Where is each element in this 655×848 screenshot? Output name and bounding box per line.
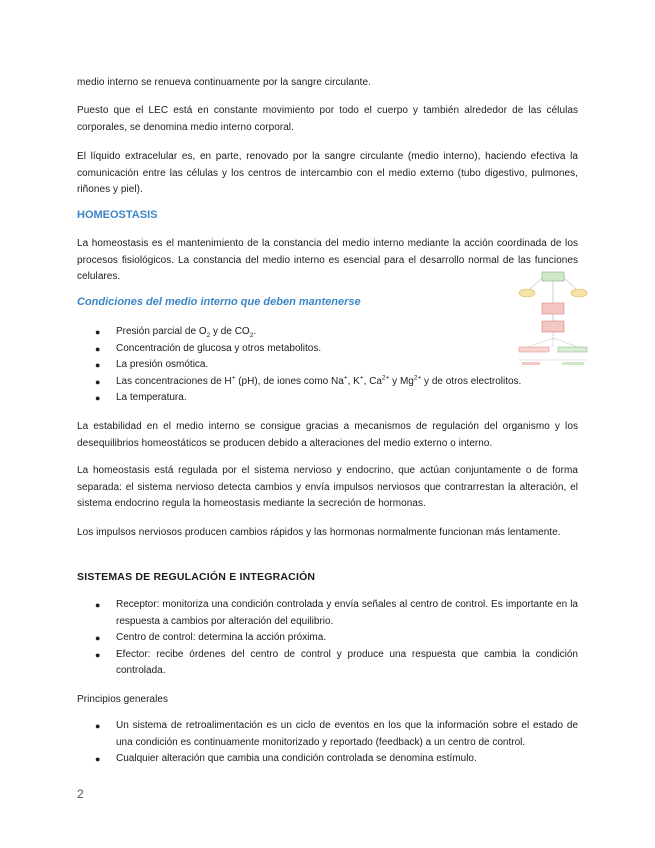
- homeostasis-heading: HOMEOSTASIS: [77, 209, 158, 221]
- conditions-list: [77, 324, 522, 407]
- diagram-left-oval: [519, 289, 535, 297]
- list-item: ● Cualquier alteración que cambia una condición controlada se denomina estímulo.: [77, 751, 578, 768]
- list-item: ● Un sistema de retroalimentación es un ciclo de eventos en los que la información sobre el estado de una condición es continuamente monitorizado y reportado (feedback) a un centro de control.: [95, 720, 578, 748]
- list-item: ● La temperatura.: [77, 390, 517, 407]
- list-item: ● Efector: recibe órdenes del centro de control y produce una respuesta que cambia la condición controlada.: [95, 648, 578, 676]
- list-item: ● Centro de control: determina la acción próxima.: [77, 630, 578, 647]
- bullet-icon: ●: [95, 327, 101, 337]
- diagram-lower-box: [542, 321, 564, 332]
- diagram-legend-left: [522, 362, 540, 365]
- bullet-icon: ●: [95, 633, 101, 643]
- regulation-paragraph: La homeostasis está regulada por el sistema nervioso y endocrino, que actúan conjuntamente o de forma separada: el sistema nervioso detecta cambios y envía impulsos nerviosos que contrarrestan la alteración, el sistema endocrino regula la homeostasis mediante la secreción de hormonas.: [77, 465, 578, 509]
- bullet-icon: ●: [95, 600, 101, 610]
- diagram-bottom-right-box: [558, 347, 587, 352]
- list-item: ● La presión osmótica.: [77, 357, 517, 374]
- intro-paragraph-lec: Puesto que el LEC está en constante movimiento por todo el cuerpo y también alrededor de las células corporales, se denomina medio interno corporal.: [77, 105, 578, 133]
- homeostasis-definition: La homeostasis es el mantenimiento de la constancia del medio interno mediante la acción coordinada de los procesos fisiológicos. La constancia del medio interno es esencial para el desarrollo normal de las funciones celulares.: [77, 238, 578, 282]
- intro-line: medio interno se renueva continuamente por la sangre circulante.: [77, 77, 371, 88]
- diagram-middle-box: [542, 303, 564, 314]
- conditions-subheading: Condiciones del medio interno que deben mantenerse: [77, 296, 361, 308]
- bullet-icon: ●: [95, 360, 101, 370]
- bullet-icon: ●: [95, 393, 101, 403]
- list-item: ● Presión parcial de $O_2$ y de $CO_2$.: [95, 326, 257, 339]
- bullet-icon: ●: [95, 754, 101, 764]
- stability-paragraph: La estabilidad en el medio interno se consigue gracias a mecanismos de regulación del organismo y los desequilibrios homeostáticos se producen debido a alteraciones del medio externo o interno.: [77, 421, 578, 449]
- diagram-bottom-left-box: [519, 347, 549, 352]
- page-number: 2: [77, 787, 84, 801]
- bullet-icon: ●: [95, 343, 101, 354]
- impulses-paragraph: Los impulsos nerviosos producen cambios rápidos y las hormonas normalmente funcionan más lentamente.: [77, 527, 561, 538]
- principles-list: [77, 718, 578, 768]
- diagram-top-box: [542, 272, 564, 281]
- intro-paragraph-liquido: El líquido extracelular es, en parte, renovado por la sangre circulante (medio interno), haciendo efectiva la comunicación entre las células y los centros de intercambio con el medio externo (tubo digestivo, pulmones, riñones y piel).: [77, 151, 578, 195]
- principles-heading: Principios generales: [77, 694, 169, 705]
- systems-heading: SISTEMAS DE REGULACIÓN E INTEGRACIÓN: [77, 571, 316, 583]
- bullet-icon: ●: [95, 649, 101, 660]
- diagram-right-oval: [571, 289, 587, 297]
- list-item: ● Concentración de glucosa y otros metabolitos.: [77, 341, 517, 358]
- systems-list: [77, 597, 578, 680]
- diagram-legend-right: [562, 362, 584, 365]
- list-item: ● Receptor: monitoriza una condición controlada y envía señales al centro de control. Es importante en la respuesta a cambios por alteración del equilibrio.: [95, 599, 578, 627]
- list-item: ● Las concentraciones de H+ (pH), de iones como Na+, K+, $Ca^{2+}$ y $Mg^{2+}$ y de otros electrolitos.: [77, 374, 517, 391]
- bullet-icon: ●: [95, 376, 101, 387]
- bullet-icon: ●: [95, 721, 101, 731]
- homeostasis-feedback-diagram: [518, 270, 588, 368]
